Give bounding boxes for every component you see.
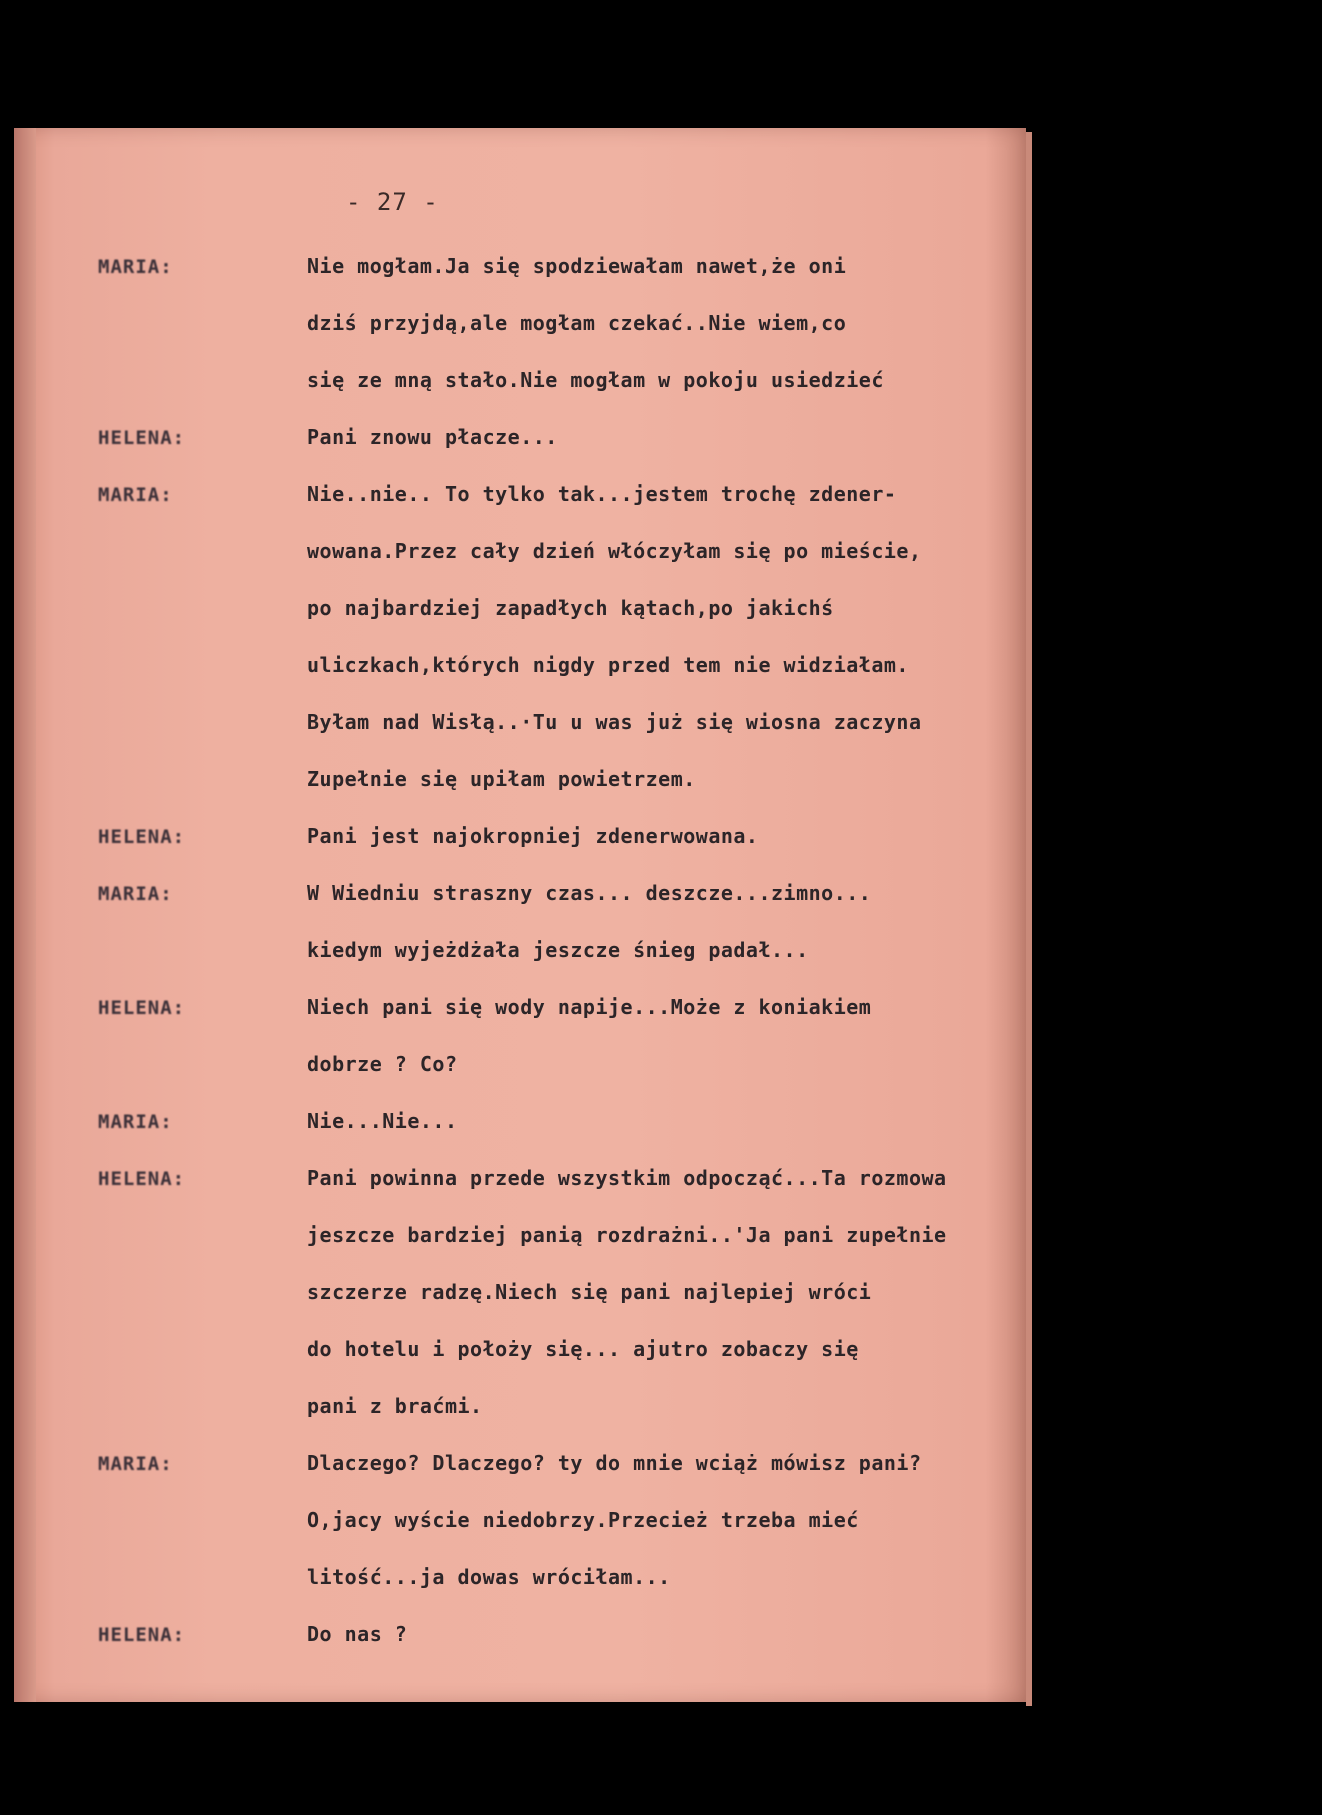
dialogue-text: Pani jest najokropniej zdenerwowana. [307, 824, 759, 848]
script-line [14, 246, 1026, 303]
dialogue-text: wowana.Przez cały dzień włóczyłam się po mieście, [307, 539, 922, 563]
page-number: - 27 - [346, 188, 439, 216]
dialogue-text: Nie..nie.. To tylko tak...jestem trochę zdener- [307, 482, 897, 506]
speaker-name: HELENA: [98, 1168, 186, 1190]
script-line [14, 1158, 1026, 1215]
dialogue-text: po najbardziej zapadłych kątach,po jakichś [307, 596, 834, 620]
dialogue-text: Pani powinna przede wszystkim odpocząć...Ta rozmowa [307, 1166, 947, 1190]
script-line [14, 1329, 1026, 1386]
dialogue-text: Do nas ? [307, 1622, 408, 1646]
dialogue-text: W Wiedniu straszny czas... deszcze...zimno... [307, 881, 872, 905]
script-line [14, 1443, 1026, 1500]
dialogue-text: litość...ja dowas wróciłam... [307, 1565, 671, 1589]
dialogue-text: Zupełnie się upiłam powietrzem. [307, 767, 696, 791]
dialogue-text: Pani znowu płacze... [307, 425, 558, 449]
document-page [14, 128, 1026, 1702]
dialogue-text: Niech pani się wody napije...Może z koniakiem [307, 995, 872, 1019]
script-line [14, 1386, 1026, 1443]
dialogue-text: uliczkach,których nigdy przed tem nie widziałam. [307, 653, 909, 677]
dialogue-text: dziś przyjdą,ale mogłam czekać..Nie wiem,co [307, 311, 847, 335]
script-line [14, 1272, 1026, 1329]
speaker-name: MARIA: [98, 883, 173, 905]
script-body [14, 246, 1026, 1671]
dialogue-text: Byłam nad Wisłą..·Tu u was już się wiosna zaczyna [307, 710, 922, 734]
script-line [14, 360, 1026, 417]
page-edge [1026, 132, 1032, 1706]
script-line [14, 1614, 1026, 1671]
script-line [14, 531, 1026, 588]
speaker-name: HELENA: [98, 427, 186, 449]
dialogue-text: Nie mogłam.Ja się spodziewałam nawet,że oni [307, 254, 847, 278]
script-line [14, 816, 1026, 873]
script-line [14, 873, 1026, 930]
script-line [14, 474, 1026, 531]
speaker-name: HELENA: [98, 826, 186, 848]
script-line [14, 417, 1026, 474]
dialogue-text: dobrze ? Co? [307, 1052, 458, 1076]
dialogue-text: pani z braćmi. [307, 1394, 483, 1418]
script-line [14, 1044, 1026, 1101]
speaker-name: MARIA: [98, 1453, 173, 1475]
dialogue-text: jeszcze bardziej panią rozdrażni..'Ja pani zupełnie [307, 1223, 947, 1247]
dialogue-text: do hotelu i położy się... ajutro zobaczy się [307, 1337, 859, 1361]
script-line [14, 987, 1026, 1044]
speaker-name: HELENA: [98, 997, 186, 1019]
speaker-name: MARIA: [98, 1111, 173, 1133]
script-line [14, 588, 1026, 645]
dialogue-text: Dlaczego? Dlaczego? ty do mnie wciąż mówisz pani? [307, 1451, 922, 1475]
dialogue-text: Nie...Nie... [307, 1109, 458, 1133]
script-line [14, 1557, 1026, 1614]
dialogue-text: szczerze radzę.Niech się pani najlepiej wróci [307, 1280, 872, 1304]
speaker-name: MARIA: [98, 256, 173, 278]
script-line [14, 1500, 1026, 1557]
script-line [14, 645, 1026, 702]
speaker-name: MARIA: [98, 484, 173, 506]
dialogue-text: kiedym wyjeżdżała jeszcze śnieg padał... [307, 938, 809, 962]
dialogue-text: O,jacy wyście niedobrzy.Przecież trzeba mieć [307, 1508, 859, 1532]
script-line [14, 1215, 1026, 1272]
script-line [14, 930, 1026, 987]
dialogue-text: się ze mną stało.Nie mogłam w pokoju usiedzieć [307, 368, 884, 392]
speaker-name: HELENA: [98, 1624, 186, 1646]
script-line [14, 759, 1026, 816]
script-line [14, 303, 1026, 360]
script-line [14, 702, 1026, 759]
script-line [14, 1101, 1026, 1158]
